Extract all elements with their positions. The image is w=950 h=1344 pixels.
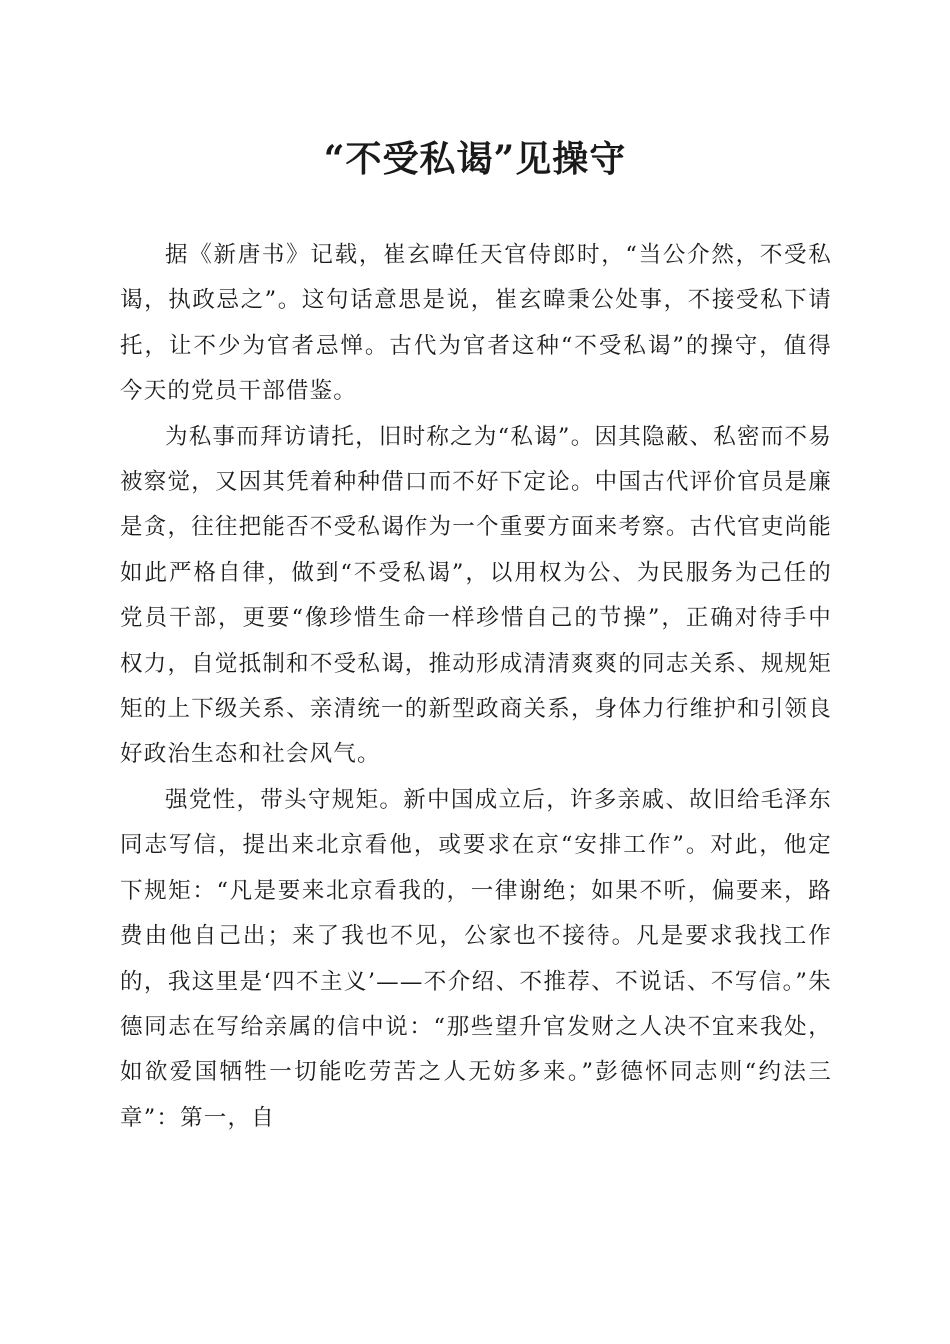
document-title: “不受私谒”见操守 xyxy=(323,138,627,180)
paragraph-1: 据《新唐书》记载，崔玄暐任天官侍郎时，“当公介然，不受私谒，执政忌之”。这句话意思是说，崔玄暐秉公处事，不接受私下请托，让不少为官者忌惮。古代为官者这种“不受私谒”的操守，值得今天的党员干部借鉴。 xyxy=(120,242,832,405)
paragraph-2: 为私事而拜访请托，旧时称之为“私谒”。因其隐蔽、私密而不易被察觉，又因其凭着种种借口而不好下定论。中国古代评价官员是廉是贪，往往把能否不受私谒作为一个重要方面来考察。古代官吏尚能如此严格自律，做到“不受私谒”，以用权为公、为民服务为己任的党员干部，更要“像珍惜生命一样珍惜自己的节操”，正确对待手中权力，自觉抵制和不受私谒，推动形成清清爽爽的同志关系、规规矩矩的上下级关系、亲清统一的新型政商关系，身体力行维护和引领良好政治生态和社会风气。 xyxy=(120,423,832,768)
paragraph-3: 强党性，带头守规矩。新中国成立后，许多亲戚、故旧给毛泽东同志写信，提出来北京看他，或要求在京“安排工作”。对此，他定下规矩：“凡是要来北京看我的，一律谢绝；如果不听，偏要来，路费由他自己出；来了我也不见，公家也不接待。凡是要求我找工作的，我这里是‘四不主义’——不介绍、不推荐、不说话、不写信。”朱德同志在写给亲属的信中说：“那些望升官发财之人决不宜来我处，如欲爱国牺牲一切能吃劳苦之人无妨多来。”彭德怀同志则“约法三章”：第一，自 xyxy=(120,786,832,1131)
document-body xyxy=(120,233,832,1141)
